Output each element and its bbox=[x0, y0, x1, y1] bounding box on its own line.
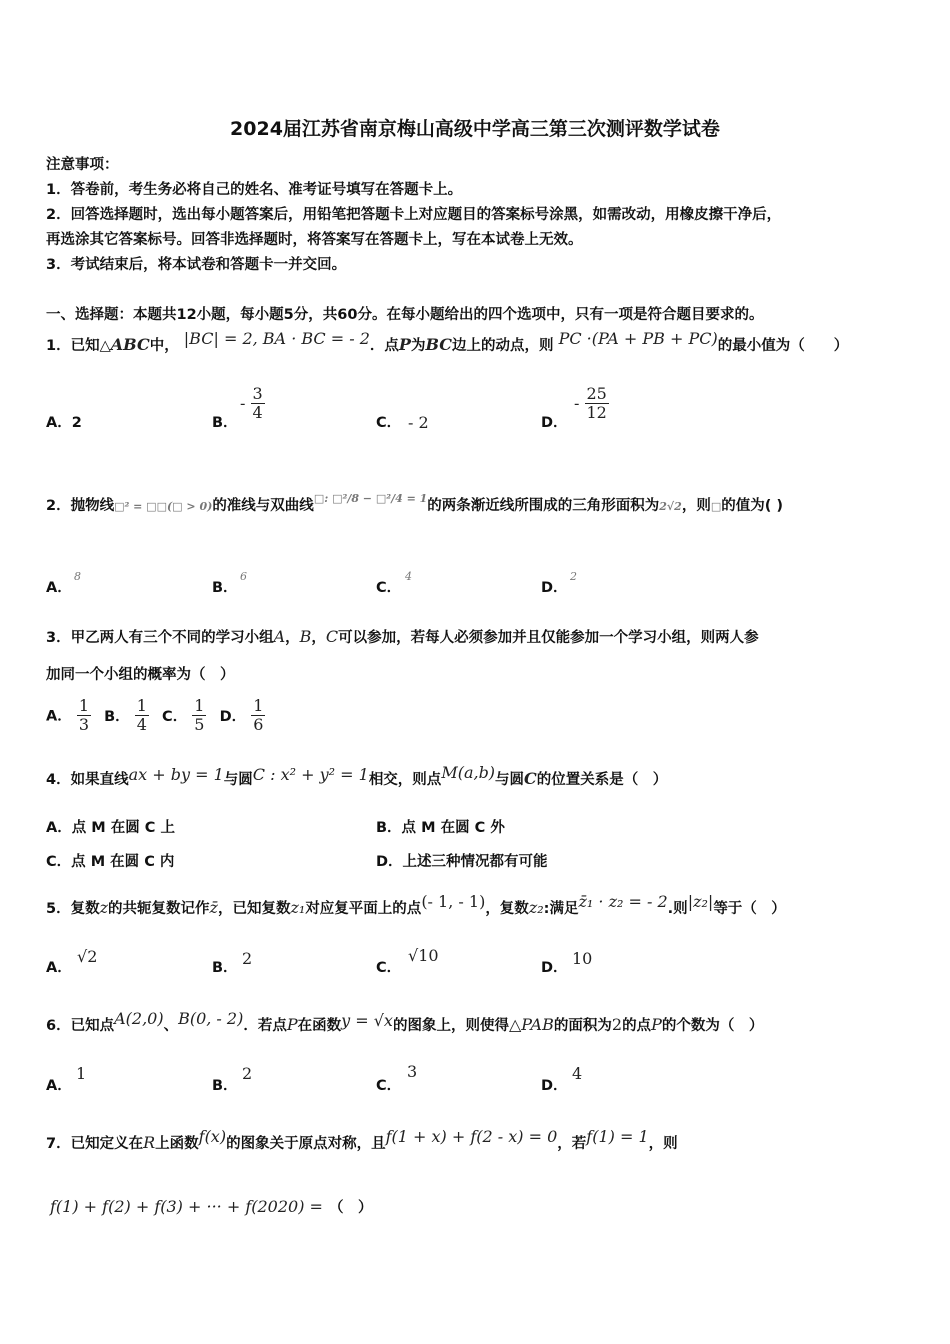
q4-text: 相交，则点 bbox=[368, 772, 442, 788]
q3-option-c: $\frac{1}{5}$ bbox=[194, 696, 205, 734]
notice-item: 再选涂其它答案标号。回答非选择题时，将答案写在答题卡上，写在本试卷上无效。 bbox=[46, 232, 583, 248]
q1-option-d-label: D． bbox=[541, 415, 568, 431]
question-5: 5．复数z的共轭复数记作z̄，已知复数z₁对应复平面上的点(- 1, - 1)，复数z₂:满足z̄₁ · z₂ = - 2.则|z₂|等于（ ） bbox=[46, 892, 786, 917]
q1-text: 为 bbox=[410, 338, 426, 354]
q1-expression: PC ·(PA + PB + PC) bbox=[558, 329, 718, 348]
q3-group: A bbox=[273, 627, 286, 646]
q6-text: 的点 bbox=[622, 1018, 652, 1034]
q2-option-b: 6 bbox=[240, 570, 247, 583]
q5-option-a-label: A． bbox=[46, 960, 72, 976]
q4-c: C bbox=[524, 769, 537, 788]
question-3: 3．甲乙两人有三个不同的学习小组A，B，C可以参加，若每人必须参加并且仅能参加一个学习小组，则两人参 bbox=[46, 627, 759, 646]
q1-bc: BC bbox=[425, 335, 452, 354]
q6-option-d-label: D． bbox=[541, 1078, 568, 1094]
q7-paren: （ ） bbox=[328, 1200, 373, 1216]
q4-circle: C : x² + y² = 1 bbox=[252, 765, 369, 784]
q4-point: M(a,b) bbox=[441, 763, 496, 782]
notice-item: 1．答卷前，考生务必将自己的姓名、准考证号填写在答题卡上。 bbox=[46, 182, 463, 198]
q3-group: C bbox=[325, 627, 339, 646]
q2-option-d: 2 bbox=[570, 570, 577, 583]
q5-text: 等于（ ） bbox=[713, 901, 786, 917]
q3-options bbox=[46, 697, 265, 733]
q1-text: 中， bbox=[149, 338, 179, 354]
q2-text: 的准线与双曲线 bbox=[212, 498, 314, 514]
q5-text: 对应复平面上的点 bbox=[305, 901, 422, 917]
q1-text: 的最小值为（ ） bbox=[717, 338, 849, 354]
q6-text: 6．已知点 bbox=[46, 1018, 115, 1034]
q5-option-a: √2 bbox=[77, 947, 98, 966]
notice-item: 2．回答选择题时，选出每小题答案后，用铅笔把答题卡上对应题目的答案标号涂黑，如需改动，用橡皮擦干净后， bbox=[46, 207, 782, 223]
q5-text: 的共轭复数记作 bbox=[108, 901, 210, 917]
q2-option-c-label: C． bbox=[376, 580, 402, 596]
q1-option-a: A．2 bbox=[46, 415, 82, 431]
q3-text: 可以参加，若每人必须参加并且仅能参加一个学习小组，则两人参 bbox=[338, 630, 759, 646]
q6-text: 在函数 bbox=[297, 1018, 342, 1034]
q6-option-a-label: A． bbox=[46, 1078, 72, 1094]
q7-text: 的图象关于原点对称，且 bbox=[226, 1136, 386, 1152]
q4-option-c: C．点 M 在圆 C 内 bbox=[46, 854, 175, 870]
q2-formula: 2√2 bbox=[659, 500, 682, 513]
q5-text: 5．复数 bbox=[46, 901, 100, 917]
q2-formula: □ bbox=[710, 500, 722, 513]
q4-option-d: D．上述三种情况都有可能 bbox=[376, 854, 548, 870]
q7-text: 上函数 bbox=[155, 1136, 199, 1152]
q2-text: ，则 bbox=[681, 498, 711, 514]
q1-p: P bbox=[398, 335, 411, 354]
q1-text: 边上的动点，则 bbox=[452, 338, 554, 354]
q6-option-b-label: B． bbox=[212, 1078, 238, 1094]
q5-text: ，复数 bbox=[485, 901, 529, 917]
q6-option-d: 4 bbox=[572, 1064, 583, 1083]
q5-text: :满足 bbox=[543, 901, 579, 917]
q5-option-b: 2 bbox=[242, 949, 253, 968]
q2-formula: □² = □□(□ > 0) bbox=[114, 500, 213, 513]
q2-option-a: 8 bbox=[74, 570, 81, 583]
q1-option-b: - $\frac{3}{4}$ bbox=[240, 384, 263, 422]
q4-option-a: A．点 M 在圆 C 上 bbox=[46, 820, 175, 836]
q5-option-d-label: D． bbox=[541, 960, 568, 976]
q4-text: 的位置关系是（ ） bbox=[536, 772, 668, 788]
question-4 bbox=[46, 763, 668, 789]
notice-item: 3．考试结束后，将本试卷和答题卡一并交回。 bbox=[46, 257, 347, 273]
q6-option-c-label: C． bbox=[376, 1078, 402, 1094]
question-3-line2: 加同一个小组的概率为（ ） bbox=[46, 667, 235, 683]
q7-sum: f(1) + f(2) + f(3) + ··· + f(2020) = bbox=[50, 1197, 323, 1216]
q2-formula: □: □²/8 − □²/4 = 1 bbox=[313, 492, 428, 505]
q2-text: 的值为( ) bbox=[721, 498, 784, 514]
q1-abc: ABC bbox=[110, 335, 150, 354]
q4-line: ax + by = 1 bbox=[128, 765, 224, 784]
q6-option-b: 2 bbox=[242, 1064, 253, 1083]
q5-option-b-label: B． bbox=[212, 960, 238, 976]
q6-text: 的图象上，则使得 bbox=[392, 1018, 509, 1034]
q3-option-a: $\frac{1}{3}$ bbox=[78, 696, 90, 734]
q2-option-b-label: B． bbox=[212, 580, 238, 596]
q4-option-b: B．点 M 在圆 C 外 bbox=[376, 820, 505, 836]
q3-option-a-label: A． bbox=[46, 708, 72, 725]
notice-heading: 注意事项： bbox=[46, 157, 119, 173]
section-heading: 一、选择题：本题共12小题，每小题5分，共60分。在每小题给出的四个选项中，只有一项是符合题目要求的。 bbox=[46, 307, 764, 323]
q1-text: ．点 bbox=[369, 338, 399, 354]
q5-text: .则 bbox=[667, 901, 688, 917]
q2-text: 2．抛物线 bbox=[46, 498, 115, 514]
q1-option-c: - 2 bbox=[408, 413, 429, 432]
q4-text: 与圆 bbox=[223, 772, 253, 788]
q1-text: 1．已知△ bbox=[46, 338, 111, 354]
q5-option-d: 10 bbox=[572, 949, 593, 968]
q4-text: 与圆 bbox=[495, 772, 525, 788]
q6-text: 的个数为（ ） bbox=[661, 1018, 764, 1034]
q3-option-b: $\frac{1}{4}$ bbox=[136, 696, 147, 734]
q3-option-d-label: D． bbox=[219, 708, 247, 725]
q1-option-c-label: C． bbox=[376, 415, 402, 431]
q5-option-c: √10 bbox=[408, 946, 439, 965]
q6-text: ．若点 bbox=[243, 1018, 287, 1034]
q3-option-c-label: C． bbox=[162, 708, 188, 725]
q3-option-d: $\frac{1}{6}$ bbox=[253, 696, 264, 734]
q5-text: ，已知复数 bbox=[217, 901, 291, 917]
q1-option-d: - $\frac{25}{12}$ bbox=[574, 384, 607, 422]
q3-option-b-label: B． bbox=[104, 708, 130, 725]
q7-text: ，则 bbox=[648, 1136, 678, 1152]
q6-option-c: 3 bbox=[407, 1062, 418, 1081]
q3-group: B bbox=[299, 627, 312, 646]
question-7: 7．已知定义在R上函数f(x)的图象关于原点对称，且f(1 + x) + f(2 - x) = 0，若f(1) = 1，则 bbox=[46, 1127, 678, 1152]
question-6: 6．已知点A(2,0)、B(0, - 2)．若点P在函数y = √x的图象上，则使得△PAB的面积为2的点P的个数为（ ） bbox=[46, 1009, 764, 1034]
q2-option-c: 4 bbox=[405, 570, 412, 583]
question-7-sum bbox=[50, 1196, 372, 1217]
q1-option-b-label: B． bbox=[212, 415, 238, 431]
q2-text: 的两条渐近线所围成的三角形面积为 bbox=[427, 498, 660, 514]
q6-option-a: 1 bbox=[76, 1064, 87, 1083]
q4-text: 4．如果直线 bbox=[46, 772, 129, 788]
q5-option-c-label: C． bbox=[376, 960, 402, 976]
q1-condition: |BC| = 2, BA · BC = - 2 bbox=[183, 329, 370, 348]
q2-option-d-label: D． bbox=[541, 580, 568, 596]
q7-text: ，若 bbox=[557, 1136, 587, 1152]
question-2 bbox=[46, 494, 783, 515]
page-title: 2024届江苏省南京梅山高级中学高三第三次测评数学试卷 bbox=[230, 118, 720, 140]
q2-option-a-label: A． bbox=[46, 580, 72, 596]
q7-text: 7．已知定义在 bbox=[46, 1136, 144, 1152]
q3-text: 3．甲乙两人有三个不同的学习小组 bbox=[46, 630, 274, 646]
question-1 bbox=[46, 329, 849, 355]
q6-text: 的面积为 bbox=[553, 1018, 612, 1034]
